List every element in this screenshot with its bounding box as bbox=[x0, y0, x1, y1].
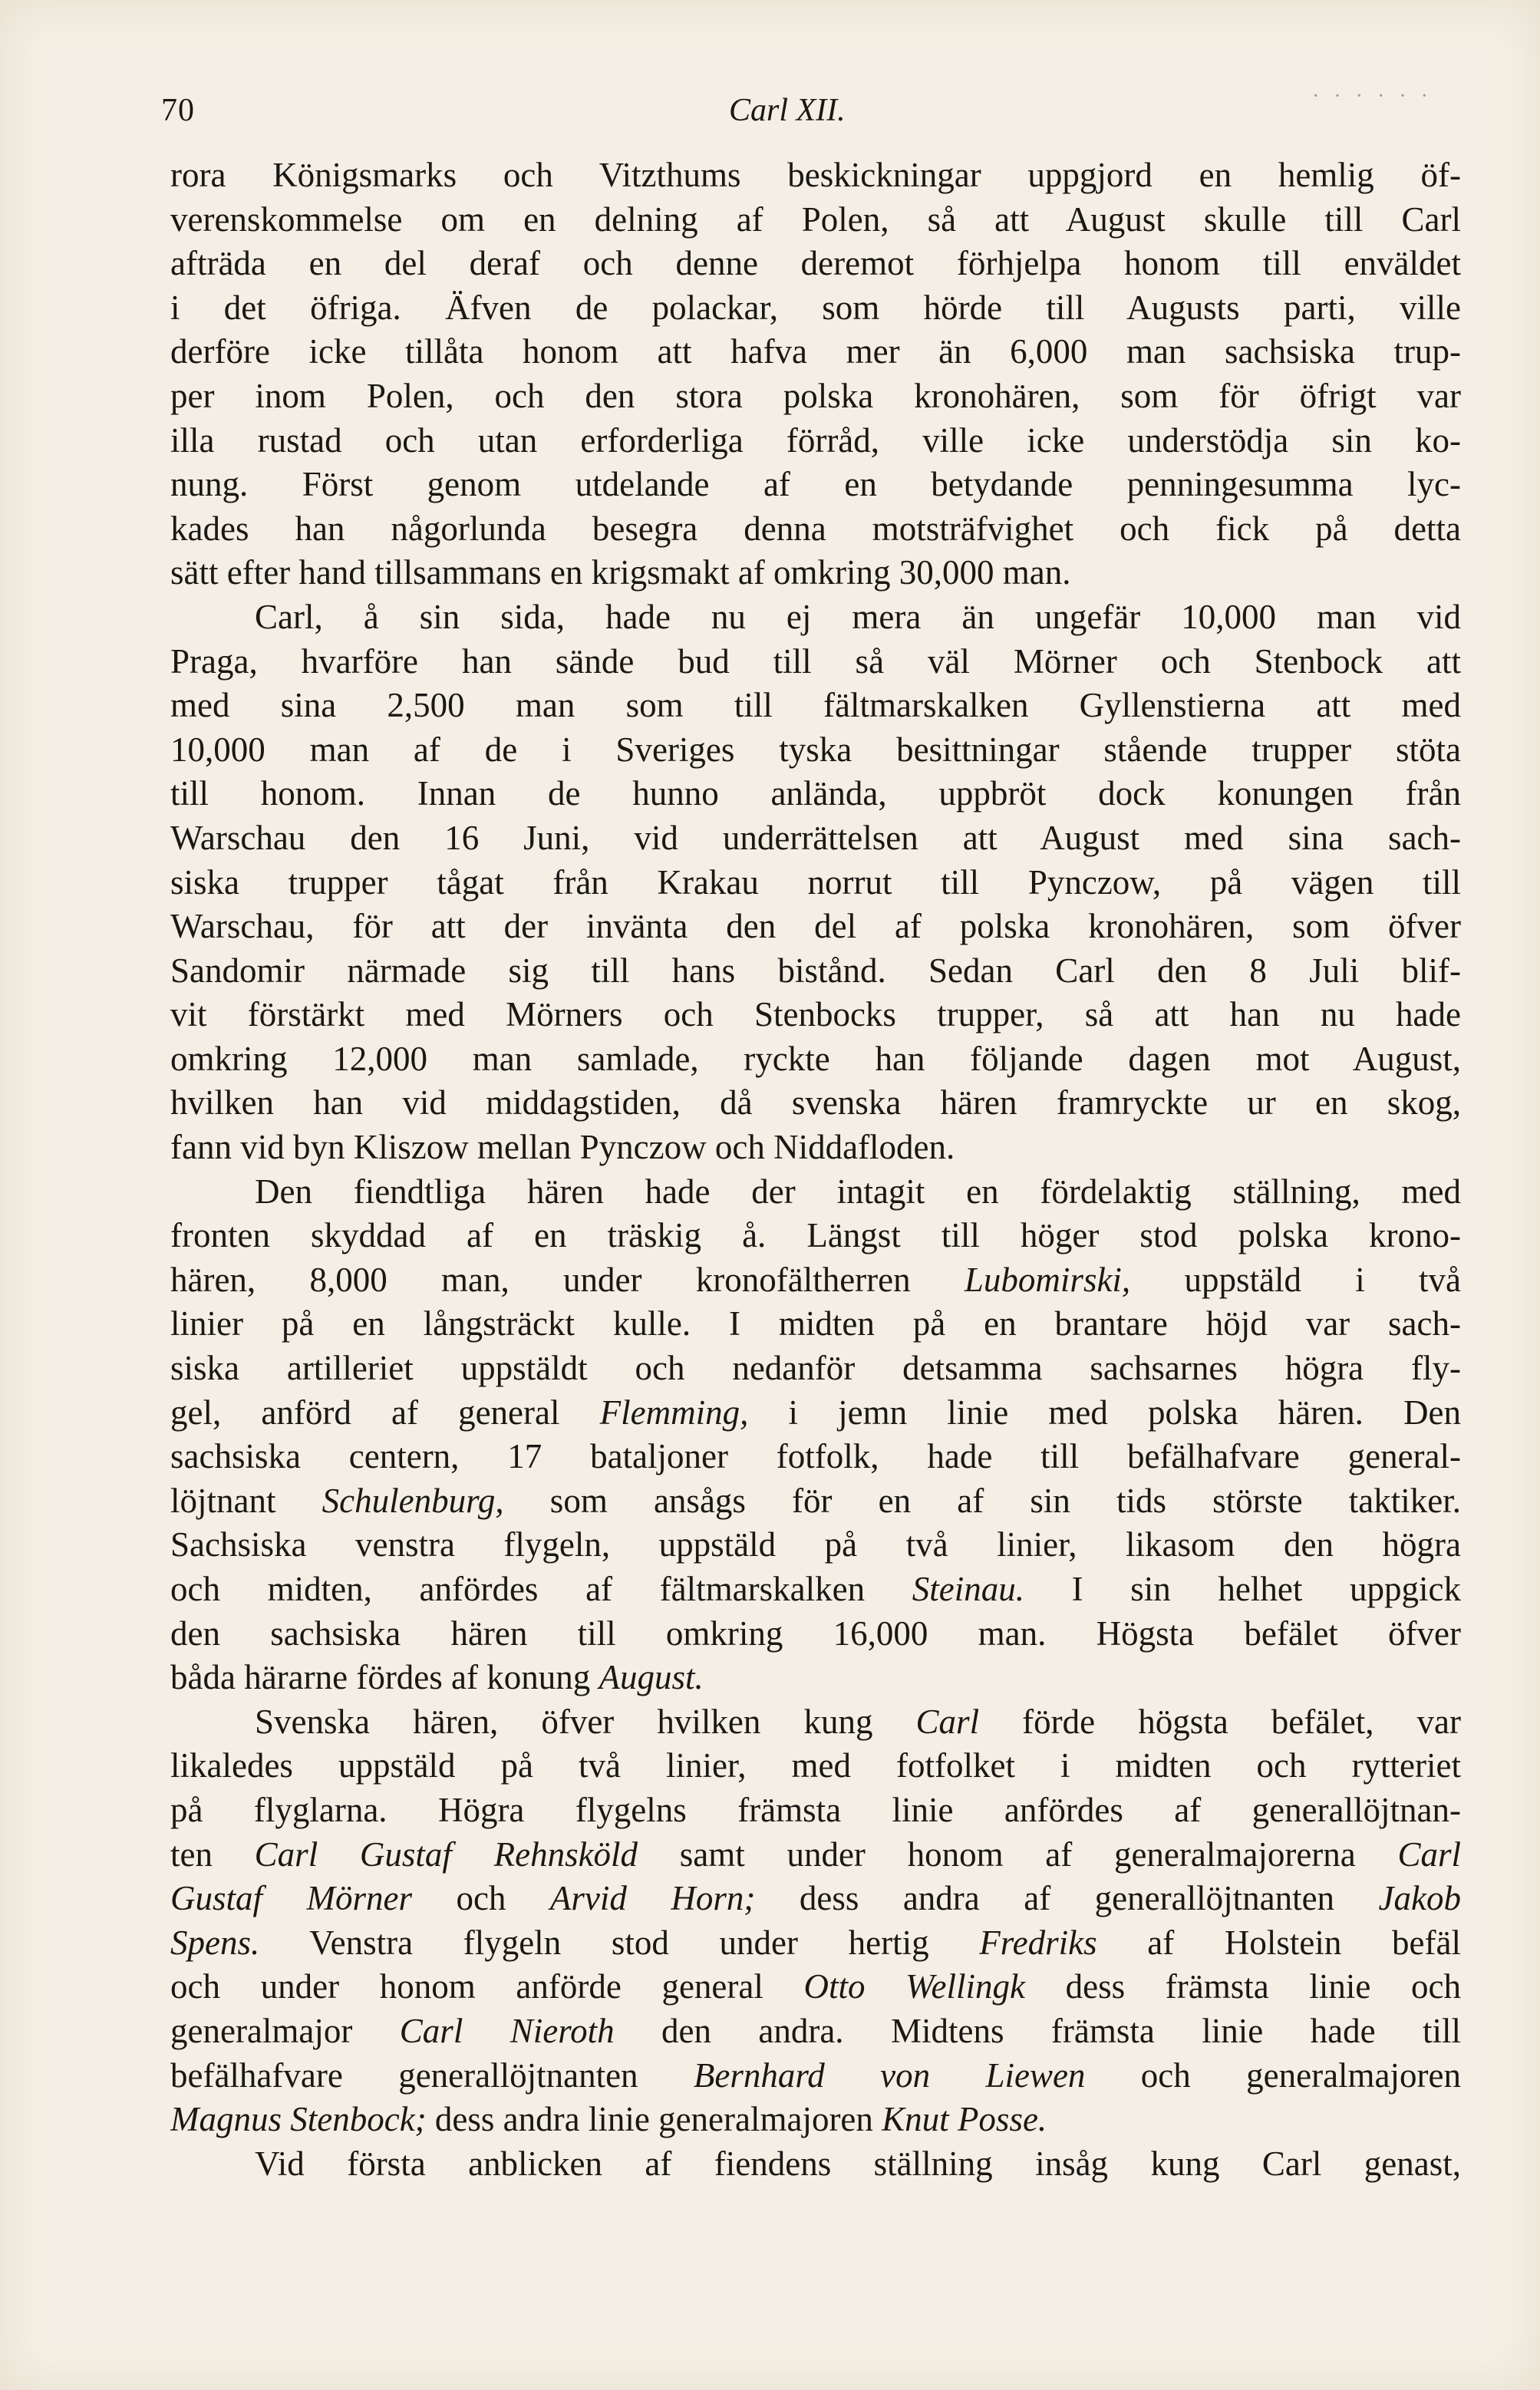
text-line bbox=[170, 1523, 1461, 1568]
italic-name: Fredriks bbox=[979, 1923, 1097, 1962]
italic-name: Knut Posse. bbox=[882, 2100, 1047, 2139]
text-segment: Vid första anblicken af fiendens ställning insåg kung Carl genast, bbox=[255, 2144, 1461, 2183]
italic-name: Otto Wellingk bbox=[803, 1967, 1025, 2006]
text-line bbox=[170, 772, 1461, 816]
italic-name: Spens. bbox=[170, 1923, 260, 1962]
text-line bbox=[170, 2098, 1461, 2142]
text-segment: verenskommelse om en delning af Polen, så att August skulle till Carl bbox=[170, 199, 1461, 239]
text-line bbox=[170, 2142, 1461, 2187]
italic-name: August. bbox=[599, 1658, 704, 1697]
italic-name: Bernhard von Liewen bbox=[693, 2055, 1086, 2095]
text-segment: generalmajor bbox=[170, 2011, 400, 2050]
text-segment: och bbox=[411, 1879, 550, 1918]
text-segment: Carl, å sin sida, hade nu ej mera än ungefär 10,000 man vid bbox=[255, 597, 1461, 636]
text-line bbox=[170, 1965, 1461, 2009]
text-segment: samt under honom af generalmajorerna bbox=[638, 1835, 1398, 1874]
text-segment: löjtnant bbox=[170, 1481, 322, 1520]
text-segment: gel, anförd af general bbox=[170, 1393, 600, 1432]
text-line bbox=[170, 198, 1461, 242]
italic-name: Carl bbox=[915, 1702, 980, 1741]
text-segment: dess främsta linie och bbox=[1025, 1967, 1461, 2006]
text-segment: derföre icke tillåta honom att hafva mer än 6,000 man sachsiska trup- bbox=[170, 332, 1461, 371]
text-line bbox=[170, 1126, 1461, 1170]
text-segment: Warschau, för att der invänta den del af polska kronohären, som öfver bbox=[170, 907, 1461, 946]
text-segment: båda härarne fördes af konung bbox=[170, 1658, 599, 1697]
italic-name: Jakob bbox=[1378, 1879, 1461, 1918]
text-line bbox=[170, 1347, 1461, 1391]
text-segment: sätt efter hand tillsammans en krigsmakt af omkring 30,000 man. bbox=[170, 553, 1071, 592]
text-segment: likaledes uppstäld på två linier, med fotfolket i midten och rytteriet bbox=[170, 1746, 1461, 1785]
italic-name: Steinau. bbox=[912, 1570, 1024, 1608]
text-segment: siska trupper tågat från Krakau norrut till Pynczow, på vägen till bbox=[170, 862, 1461, 902]
text-line bbox=[170, 595, 1461, 640]
text-segment: uppstäld i två bbox=[1130, 1260, 1461, 1299]
text-segment: den andra. Midtens främsta linie hade till bbox=[614, 2011, 1461, 2050]
text-line bbox=[170, 949, 1461, 994]
text-segment: nung. Först genom utdelande af en betydande penningesumma lyc- bbox=[170, 465, 1461, 504]
text-segment: ten bbox=[170, 1835, 255, 1874]
text-segment: 10,000 man af de i Sveriges tyska besittningar stående trupper stöta bbox=[170, 730, 1461, 769]
print-specks: · · · · · · bbox=[1312, 84, 1433, 108]
text-line bbox=[170, 1391, 1461, 1436]
text-segment: fann vid byn Kliszow mellan Pynczow och Niddafloden. bbox=[170, 1128, 955, 1167]
text-segment: af Holstein befäl bbox=[1096, 1923, 1461, 1962]
text-segment: till honom. Innan de hunno anlända, uppbröt dock konungen från bbox=[170, 774, 1461, 813]
italic-name: Carl bbox=[1397, 1835, 1461, 1874]
italic-name: Arvid Horn; bbox=[549, 1879, 756, 1918]
text-line bbox=[170, 1568, 1461, 1612]
text-segment: Warschau den 16 Juni, vid underrättelsen att August med sina sach- bbox=[170, 818, 1461, 857]
text-segment: Praga, hvarföre han sände bud till så väl Mörner och Stenbock att bbox=[170, 641, 1461, 681]
text-line bbox=[170, 1479, 1461, 1524]
text-segment: Den fiendtliga hären hade der intagit en fördelaktig ställning, med bbox=[255, 1172, 1461, 1211]
text-line bbox=[170, 861, 1461, 905]
italic-name: Schulenburg, bbox=[322, 1481, 504, 1520]
text-line bbox=[170, 1214, 1461, 1258]
text-segment: illa rustad och utan erforderliga förråd, ville icke understödja sin ko- bbox=[170, 420, 1461, 460]
text-line bbox=[170, 1435, 1461, 1479]
text-segment: omkring 12,000 man samlade, ryckte han följande dagen mot August, bbox=[170, 1039, 1461, 1078]
text-line bbox=[170, 2009, 1461, 2054]
text-line bbox=[170, 242, 1461, 286]
text-segment: dess andra linie generalmajoren bbox=[426, 2100, 882, 2139]
text-line bbox=[170, 330, 1461, 374]
text-segment: förde högsta befälet, var bbox=[979, 1702, 1461, 1741]
text-segment: kades han någorlunda besegra denna motsträfvighet och fick på detta bbox=[170, 509, 1461, 548]
text-line bbox=[170, 551, 1461, 595]
body-text bbox=[170, 153, 1461, 2186]
text-segment: Sandomir närmade sig till hans bistånd. Sedan Carl den 8 Juli blif- bbox=[170, 951, 1461, 990]
text-line bbox=[170, 905, 1461, 949]
text-segment: I sin helhet uppgick bbox=[1024, 1570, 1461, 1608]
page-header bbox=[161, 77, 1466, 138]
text-segment: Sachsiska venstra flygeln, uppstäld på två linier, likasom den högra bbox=[170, 1525, 1461, 1564]
text-line bbox=[170, 286, 1461, 331]
text-line bbox=[170, 374, 1461, 419]
text-segment: sachsiska centern, 17 bataljoner fotfolk, hade till befälhafvare general- bbox=[170, 1437, 1461, 1476]
text-line bbox=[170, 1612, 1461, 1657]
text-segment: på flyglarna. Högra flygelns främsta linie anfördes af generallöjtnan- bbox=[170, 1790, 1461, 1829]
text-segment: vit förstärkt med Mörners och Stenbocks trupper, så att han nu hade bbox=[170, 995, 1461, 1034]
italic-name: Flemming, bbox=[599, 1393, 749, 1432]
text-line bbox=[170, 993, 1461, 1037]
italic-name: Carl Gustaf Rehnsköld bbox=[254, 1835, 638, 1874]
text-line bbox=[170, 728, 1461, 773]
text-segment: och midten, anfördes af fältmarskalken bbox=[170, 1570, 912, 1608]
text-line bbox=[170, 1170, 1461, 1215]
text-line bbox=[170, 1258, 1461, 1303]
text-segment: linier på en långsträckt kulle. I midten på en brantare höjd var sach- bbox=[170, 1304, 1461, 1343]
text-line bbox=[170, 2054, 1461, 2098]
text-line bbox=[170, 153, 1461, 198]
text-line bbox=[170, 1037, 1461, 1082]
text-line bbox=[170, 640, 1461, 684]
text-segment: per inom Polen, och den stora polska kronohären, som för öfrigt var bbox=[170, 376, 1461, 415]
text-segment: rora Königsmarks och Vitzthums beskickningar uppgjord en hemlig öf- bbox=[170, 156, 1461, 194]
text-line bbox=[170, 1700, 1461, 1745]
text-line bbox=[170, 1833, 1461, 1877]
text-segment: afträda en del deraf och denne deremot förhjelpa honom till enväldet bbox=[170, 244, 1461, 283]
text-line bbox=[170, 1656, 1461, 1700]
text-segment: fronten skyddad af en träskig å. Längst till höger stod polska krono- bbox=[170, 1216, 1461, 1255]
text-segment: dess andra af generallöjtnanten bbox=[755, 1879, 1379, 1918]
text-segment: med sina 2,500 man som till fältmarskalken Gyllenstierna att med bbox=[170, 686, 1461, 725]
text-line bbox=[170, 507, 1461, 552]
text-line bbox=[170, 1921, 1461, 1966]
text-segment: och under honom anförde general bbox=[170, 1967, 804, 2006]
text-segment: befälhafvare generallöjtnanten bbox=[170, 2055, 694, 2095]
page-number: 70 bbox=[161, 93, 195, 128]
italic-name: Carl Nieroth bbox=[399, 2011, 615, 2050]
text-line bbox=[170, 1877, 1461, 1921]
text-line bbox=[170, 463, 1461, 507]
text-segment: hären, 8,000 man, under kronofältherren bbox=[170, 1260, 965, 1299]
text-segment: Venstra flygeln stod under hertig bbox=[259, 1923, 980, 1962]
italic-name: Lubomirski, bbox=[964, 1260, 1131, 1299]
text-line bbox=[170, 684, 1461, 728]
text-line bbox=[170, 816, 1461, 861]
text-line bbox=[170, 1302, 1461, 1347]
italic-name: Magnus Stenbock; bbox=[170, 2100, 427, 2139]
text-segment: siska artilleriet uppstäldt och nedanför detsamma sachsarnes högra fly- bbox=[170, 1349, 1461, 1388]
text-segment: den sachsiska hären till omkring 16,000 man. Högsta befälet öfver bbox=[170, 1614, 1461, 1653]
text-segment: i jemn linie med polska hären. Den bbox=[748, 1393, 1461, 1432]
text-segment: hvilken han vid middagstiden, då svenska hären framryckte ur en skog, bbox=[170, 1083, 1461, 1122]
italic-name: Gustaf Mörner bbox=[170, 1879, 412, 1918]
text-line bbox=[170, 1081, 1461, 1126]
text-segment: Svenska hären, öfver hvilken kung bbox=[255, 1702, 916, 1741]
running-title: Carl XII. bbox=[729, 93, 846, 128]
text-line bbox=[170, 1788, 1461, 1833]
text-line bbox=[170, 419, 1461, 463]
text-segment: som ansågs för en af sin tids störste taktiker. bbox=[503, 1481, 1461, 1520]
text-line bbox=[170, 1744, 1461, 1788]
text-segment: i det öfriga. Äfven de polackar, som hörde till Augusts parti, ville bbox=[170, 288, 1461, 327]
text-segment: och generalmajoren bbox=[1085, 2055, 1461, 2095]
